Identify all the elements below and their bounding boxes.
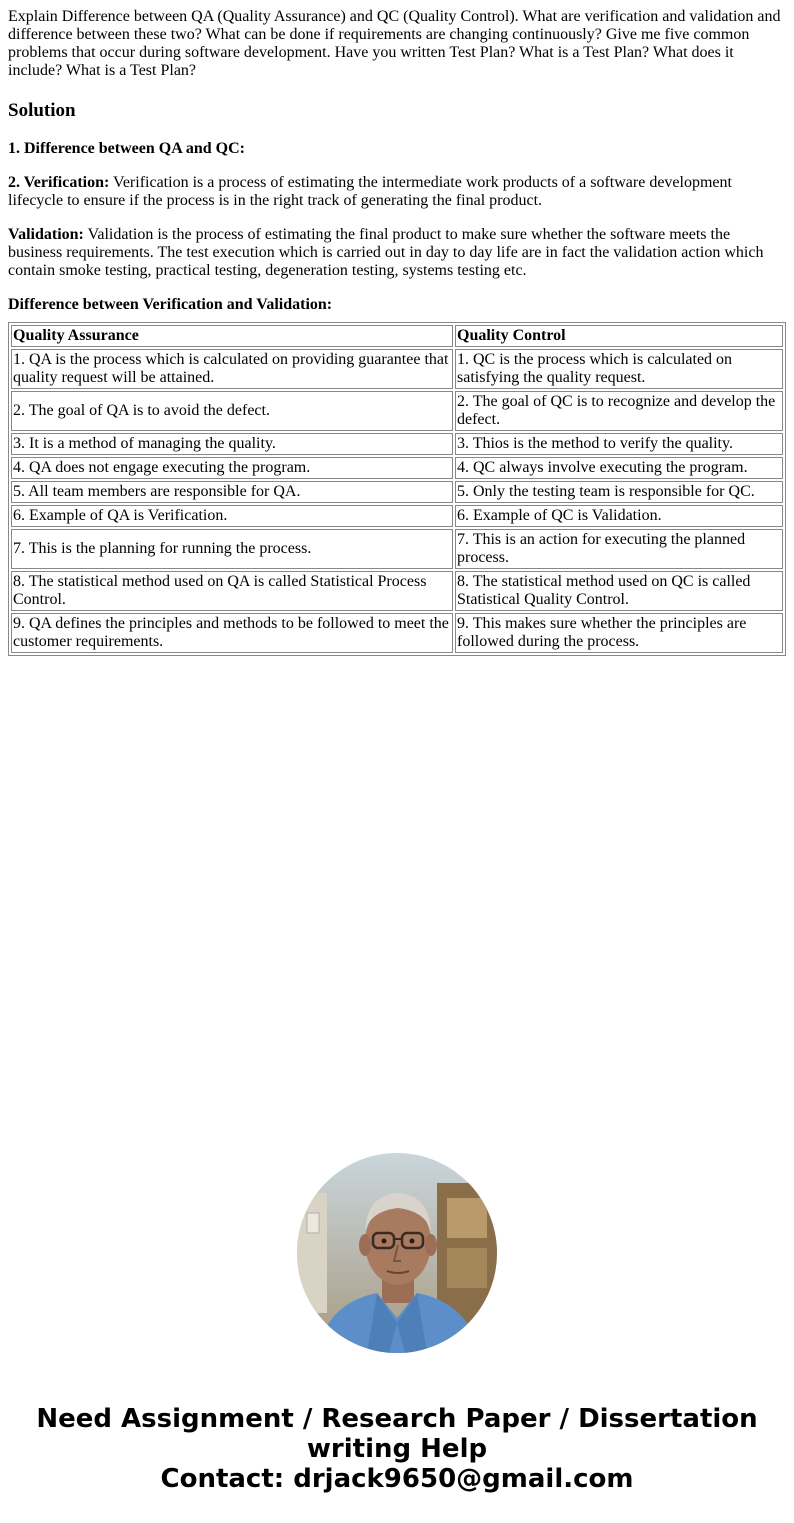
qa-cell: 2. The goal of QA is to avoid the defect. [11, 391, 453, 431]
qc-cell: 9. This makes sure whether the principles are followed during the process. [455, 613, 783, 653]
table-row [11, 571, 783, 611]
qc-cell: 4. QC always involve executing the program. [455, 457, 783, 479]
validation-text: Validation is the process of estimating the final product to make sure whether the software meets the business requirements. The test execution which is carried out in day to day life are in fact the validation action which contain smoke testing, practical testing, degeneration testing, systems testing etc. [8, 226, 764, 279]
document-body [0, 0, 794, 656]
qc-cell: 5. Only the testing team is responsible for QC. [455, 481, 783, 503]
table-row [11, 433, 783, 455]
table-row [11, 349, 783, 389]
qa-cell: 8. The statistical method used on QA is called Statistical Process Control. [11, 571, 453, 611]
header-quality-control: Quality Control [455, 325, 783, 347]
section1-heading [8, 140, 786, 158]
question-text: Explain Difference between QA (Quality Assurance) and QC (Quality Control). What are verification and validation and difference between these two? What can be done if requirements are changing continuously? Give me five common problems that occur during software development. Have you written Test Plan? What is a Test Plan? What does it include? What is a Test Plan? [8, 8, 781, 79]
table-row [11, 457, 783, 479]
header-quality-assurance: Quality Assurance [11, 325, 453, 347]
author-photo [297, 1153, 497, 1353]
validation-paragraph [8, 226, 786, 280]
verification-label: 2. Verification: [8, 174, 110, 191]
qc-cell: 6. Example of QC is Validation. [455, 505, 783, 527]
qa-cell: 5. All team members are responsible for QA. [11, 481, 453, 503]
validation-label: Validation: [8, 226, 84, 243]
verification-text: Verification is a process of estimating the intermediate work products of a software development lifecycle to ensure if the process is in the right track of generating the final product. [8, 174, 732, 209]
qa-cell: 9. QA defines the principles and methods to be followed to meet the customer requirements. [11, 613, 453, 653]
qc-cell: 2. The goal of QC is to recognize and develop the defect. [455, 391, 783, 431]
qc-cell: 3. Thios is the method to verify the quality. [455, 433, 783, 455]
qc-cell: 1. QC is the process which is calculated on satisfying the quality request. [455, 349, 783, 389]
table-row [11, 613, 783, 653]
qc-cell: 8. The statistical method used on QC is called Statistical Quality Control. [455, 571, 783, 611]
qa-qc-table [8, 322, 786, 656]
qa-cell: 1. QA is the process which is calculated on providing guarantee that quality request will be attained. [11, 349, 453, 389]
qa-cell: 6. Example of QA is Verification. [11, 505, 453, 527]
table-row [11, 391, 783, 431]
difference-heading-text: Difference between Verification and Validation: [8, 296, 333, 313]
promo-banner [0, 1404, 794, 1494]
qa-cell: 7. This is the planning for running the process. [11, 529, 453, 569]
verification-paragraph [8, 174, 786, 210]
section1-heading-text: 1. Difference between QA and QC: [8, 140, 245, 157]
qa-cell: 4. QA does not engage executing the program. [11, 457, 453, 479]
solution-heading: Solution [8, 100, 76, 121]
table-row [11, 529, 783, 569]
promo-line-help: Need Assignment / Research Paper / Dissertation writing Help [36, 1404, 758, 1464]
qa-cell: 3. It is a method of managing the quality. [11, 433, 453, 455]
difference-heading [8, 296, 786, 314]
qc-cell: 7. This is an action for executing the planned process. [455, 529, 783, 569]
table-row [11, 505, 783, 527]
table-row [11, 481, 783, 503]
table-header-row [11, 325, 783, 347]
promo-line-contact: Contact: drjack9650@gmail.com [160, 1464, 634, 1494]
person-portrait-icon [297, 1153, 497, 1353]
